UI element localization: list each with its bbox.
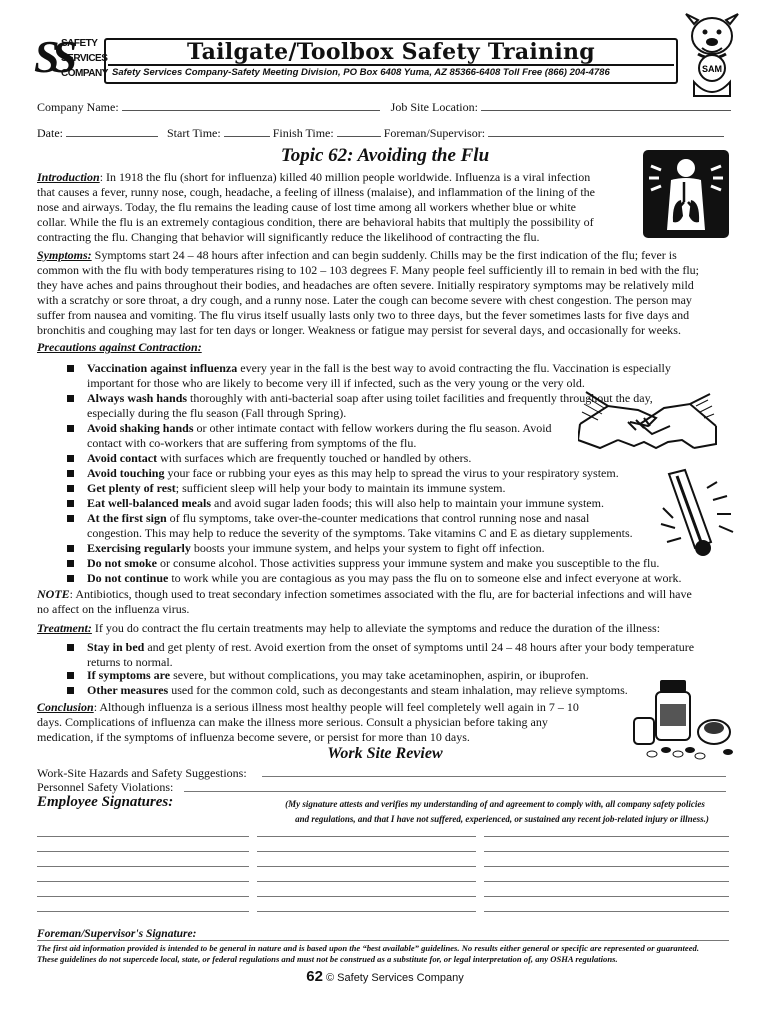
disclaimer-line-2: These guidelines do not supercede local, state, or federal regulations and must not be construed as a substitute for, or legal interpretation of, any OSHA regulations. xyxy=(37,954,618,964)
precaution-bold: Get plenty of rest xyxy=(87,481,176,495)
violations-label: Personnel Safety Violations: xyxy=(37,780,174,794)
bullet-square-icon xyxy=(67,500,74,507)
precaution-text: thoroughly with anti-bacterial soap after using toilet facilities and frequently throughout the day, xyxy=(187,391,653,405)
bullet-square-icon xyxy=(67,560,74,567)
intro-line xyxy=(37,170,633,185)
signature-line[interactable] xyxy=(37,881,249,882)
precaution-text: ; sufficient sleep will help your body to maintain its immune system. xyxy=(175,481,506,495)
footer-copyright: © Safety Services Company xyxy=(326,972,464,984)
foreman-label: Foreman/Supervisor: xyxy=(383,126,486,140)
signature-line[interactable] xyxy=(37,836,249,837)
conclusion-text: : Although influenza is a serious illness most healthy people will feel completely well again in 7 – 10 xyxy=(93,700,579,714)
precaution-text-cont: congestion. This may help to reduce the severity of the symptoms. Take vitamins C and E as dietary supplements. xyxy=(87,526,633,540)
logo-word: COMPANY xyxy=(61,68,108,79)
precaution-item xyxy=(87,421,552,451)
note-line xyxy=(37,587,735,602)
introduction-section xyxy=(37,170,633,245)
start-time-field[interactable] xyxy=(224,126,270,137)
precaution-item xyxy=(87,481,506,496)
foreman-signature-label: Foreman/Supervisor's Signature: xyxy=(37,928,197,940)
signature-line[interactable] xyxy=(37,896,249,897)
intro-line: that causes a fever, runny nose, cough, headache, a feeling of illness (malaise), and inflammation of the lining of the xyxy=(37,185,595,199)
intro-label: Introduction xyxy=(37,170,100,184)
symptoms-line: suffer from nausea and vomiting. The flu virus itself usually lasts only two to three days, but the fever sometimes lasts for five days and xyxy=(37,308,690,322)
conclusion-label: Conclusion xyxy=(37,700,94,714)
precautions-heading-text: Precautions against Contraction: xyxy=(37,340,202,354)
intro-line: nose and airways. Today, the flu remains the leading cause of lost time among all workers whether blue or white xyxy=(37,200,577,214)
symptoms-line: common with the flu with body temperatures rising to 102 – 103 degrees F. Many people feel sufficiently ill to remain in bed with the flu; xyxy=(37,263,700,277)
precaution-text: and avoid sugar laden foods; this will also help to maintain your immune system. xyxy=(211,496,604,510)
signature-line[interactable] xyxy=(37,851,249,852)
hazards-field[interactable] xyxy=(262,776,726,777)
precaution-item xyxy=(87,466,619,481)
symptoms-line xyxy=(37,248,735,263)
foreman-field[interactable] xyxy=(488,126,724,137)
signature-line[interactable] xyxy=(257,896,476,897)
note-label: NOTE xyxy=(37,587,70,601)
symptoms-line: they have aches and pains throughout their bodies, and headaches are often severe. Initially respiratory symptoms may be relatively mild xyxy=(37,278,694,292)
signature-line[interactable] xyxy=(257,836,476,837)
treatment-item xyxy=(87,640,694,670)
respiratory-icon xyxy=(643,150,729,238)
precaution-item xyxy=(87,511,633,541)
company-logo xyxy=(34,31,108,88)
note-line: no affect on the influenza virus. xyxy=(37,602,190,616)
date-field[interactable] xyxy=(66,126,158,137)
signature-line[interactable] xyxy=(484,836,729,837)
treatment-text: used for the common cold, such as decongestants and steam inhalation, may relieve symptoms. xyxy=(168,683,628,697)
precaution-item xyxy=(87,556,659,571)
signature-line[interactable] xyxy=(37,911,249,912)
treatment-section xyxy=(37,621,735,636)
precaution-text: or consume alcohol. Those activities suppress your immune system and make you susceptible to the flu. xyxy=(157,556,660,570)
precaution-text: your face or rubbing your eyes as this may help to spread the virus to your respiratory system. xyxy=(164,466,619,480)
disclaimer-line-1: The first aid information provided is intended to be general in nature and is based upon the “best available” guidelines. No results either general or specific are represented or guaranteed. xyxy=(37,943,699,953)
precaution-bold: Do not smoke xyxy=(87,556,158,570)
precaution-bold: At the first sign xyxy=(87,511,167,525)
intro-line: collar. While the flu is an extremely contagious condition, there are behavioral habits that multiply the possibility of xyxy=(37,215,594,229)
logo-letters: SS xyxy=(34,31,70,82)
precaution-item xyxy=(87,391,653,421)
handshake-icon xyxy=(578,384,718,462)
topic-title: Topic 62: Avoiding the Flu xyxy=(280,145,490,166)
signature-line[interactable] xyxy=(484,911,729,912)
job-site-label: Job Site Location: xyxy=(390,100,478,114)
signature-line[interactable] xyxy=(484,896,729,897)
treatment-bold: Other measures xyxy=(87,683,169,697)
precaution-text: or other intimate contact with fellow workers during the flu season. Avoid xyxy=(193,421,552,435)
work-site-review-title: Work Site Review xyxy=(327,745,443,762)
precaution-bold: Always wash hands xyxy=(87,391,188,405)
treatment-text: and get plenty of rest. Avoid exertion from the onset of symptoms until 24 – 48 hours after your body temperature xyxy=(144,640,695,654)
date-row xyxy=(37,126,724,141)
company-name-label: Company Name: xyxy=(37,100,119,114)
signature-line[interactable] xyxy=(37,866,249,867)
symptoms-label: Symptoms: xyxy=(37,248,92,262)
precaution-bold: Eat well-balanced meals xyxy=(87,496,211,510)
signature-line[interactable] xyxy=(484,851,729,852)
precautions-heading xyxy=(37,340,202,355)
signature-line[interactable] xyxy=(484,881,729,882)
foreman-signature-line[interactable] xyxy=(37,940,729,941)
intro-text: : In 1918 the flu (short for influenza) killed 40 million people worldwide. Influenza is a viral infection xyxy=(99,170,591,184)
symptoms-section xyxy=(37,248,735,338)
bulldog-mascot-icon xyxy=(680,10,744,98)
finish-time-field[interactable] xyxy=(337,126,381,137)
precaution-item xyxy=(87,451,471,466)
signature-line[interactable] xyxy=(257,866,476,867)
signature-line[interactable] xyxy=(257,851,476,852)
start-time-label: Start Time: xyxy=(167,126,221,140)
precaution-text-cont: contact with co-workers that are suffering from symptoms of the flu. xyxy=(87,436,417,450)
precaution-bold: Do not continue xyxy=(87,571,169,585)
signature-line[interactable] xyxy=(484,866,729,867)
treatment-bold: If symptoms are xyxy=(87,668,171,682)
treatment-label: Treatment: xyxy=(37,621,92,635)
bullet-square-icon xyxy=(67,470,74,477)
attestation-line-2: and regulations, and that I have not suffered, experienced, or sustained any recent job-related injury or illness.) xyxy=(295,814,709,824)
precaution-text: to work while you are contagious as you may pass the flu on to someone else and infect everyone at work. xyxy=(168,571,682,585)
precaution-text: boosts your immune system, and helps your system to fight off infection. xyxy=(190,541,545,555)
precaution-bold: Avoid shaking hands xyxy=(87,421,194,435)
bullet-square-icon xyxy=(67,545,74,552)
bullet-square-icon xyxy=(67,365,74,372)
hazards-label: Work-Site Hazards and Safety Suggestions: xyxy=(37,766,247,780)
signature-line[interactable] xyxy=(257,911,476,912)
conclusion-line xyxy=(37,700,625,715)
precaution-bold: Vaccination against influenza xyxy=(87,361,238,375)
precaution-bold: Avoid touching xyxy=(87,466,165,480)
hazards-row xyxy=(37,766,247,781)
date-label: Date: xyxy=(37,126,63,140)
thermometer-icon xyxy=(655,468,737,558)
precaution-text: every year in the fall is the best way to avoid contracting the flu. Vaccination is especially xyxy=(237,361,671,375)
conclusion-line: days. Complications of influenza can make the illness more serious. Consult a physician before taking any xyxy=(37,715,548,729)
page-title: Tailgate/Toolbox Safety Training xyxy=(187,39,595,65)
precaution-item xyxy=(87,541,545,556)
employee-signatures-label: Employee Signatures: xyxy=(37,794,174,810)
precaution-bold: Avoid contact xyxy=(87,451,158,465)
header-banner xyxy=(104,38,678,84)
symptoms-line: with a scratchy or sore throat, a dry cough, and a runny nose. Later the cough can become severe with chest congestion. The person may xyxy=(37,293,692,307)
precaution-text: with surfaces which are frequently touched or handled by others. xyxy=(157,451,472,465)
precaution-text-cont: especially during the flu season (Fall through Spring). xyxy=(87,406,347,420)
precaution-bold: Exercising regularly xyxy=(87,541,191,555)
logo-word: SAFETY xyxy=(61,38,98,49)
note-text: : Antibiotics, though used to treat secondary infection sometimes associated with the flu, are for bacterial infections and will have xyxy=(69,587,692,601)
mascot-label: SAM xyxy=(702,64,722,74)
company-row xyxy=(37,100,731,115)
intro-line: contracting the flu. Changing that behavior will significantly reduce the likelihood of contracting the flu. xyxy=(37,230,540,244)
symptoms-text: Symptoms start 24 – 48 hours after infection and can begin suddenly. Chills may be the first indication of the flu; fever is xyxy=(91,248,677,262)
precaution-text: of flu symptoms, take over-the-counter medications that control running nose and nasal xyxy=(166,511,590,525)
bullet-square-icon xyxy=(67,515,74,522)
bullet-square-icon xyxy=(67,672,74,679)
job-site-field[interactable] xyxy=(481,100,731,111)
treatment-item xyxy=(87,668,589,683)
header-subtitle: Safety Services Company-Safety Meeting Division, PO Box 6408 Yuma, AZ 85366-6408 Toll Free (866) 204-4786 xyxy=(108,64,674,80)
treatment-bold: Stay in bed xyxy=(87,640,145,654)
bullet-square-icon xyxy=(67,425,74,432)
logo-words xyxy=(61,36,108,81)
page-number: 62 xyxy=(306,968,323,985)
bullet-square-icon xyxy=(67,485,74,492)
page-footer xyxy=(0,968,770,985)
conclusion-line: medication, if the symptoms of influenza become severe, or persist for more than 10 days. xyxy=(37,730,470,744)
treatment-text: If you do contract the flu certain treatments may help to alleviate the symptoms and reduce the duration of the illness: xyxy=(91,621,661,635)
logo-word: SERVICES xyxy=(61,53,108,64)
finish-time-label: Finish Time: xyxy=(272,126,334,140)
bullet-square-icon xyxy=(67,644,74,651)
note-section xyxy=(37,587,735,617)
signature-line[interactable] xyxy=(257,881,476,882)
precaution-item xyxy=(87,496,604,511)
precaution-item xyxy=(87,571,682,586)
treatment-text-cont: returns to normal. xyxy=(87,655,173,669)
violations-row xyxy=(37,780,173,795)
violations-field[interactable] xyxy=(184,791,726,792)
treatment-text: severe, but without complications, you may take acetaminophen, aspirin, or ibuprofen. xyxy=(170,668,589,682)
bullet-square-icon xyxy=(67,395,74,402)
company-name-field[interactable] xyxy=(122,100,380,111)
bullet-square-icon xyxy=(67,575,74,582)
precaution-text-cont: important for those who are likely to become very ill if infected, such as the very young or the very old. xyxy=(87,376,585,390)
treatment-item xyxy=(87,683,628,698)
attestation-line-1: (My signature attests and verifies my understanding of and agreement to comply with, all company safety policies xyxy=(285,799,705,809)
symptoms-line: bronchitis and coughing may last for ten days or longer. Weakness or fatigue may persist for several days, and occasionally for weeks. xyxy=(37,323,681,337)
bullet-square-icon xyxy=(67,687,74,694)
bullet-square-icon xyxy=(67,455,74,462)
conclusion-section xyxy=(37,700,625,745)
